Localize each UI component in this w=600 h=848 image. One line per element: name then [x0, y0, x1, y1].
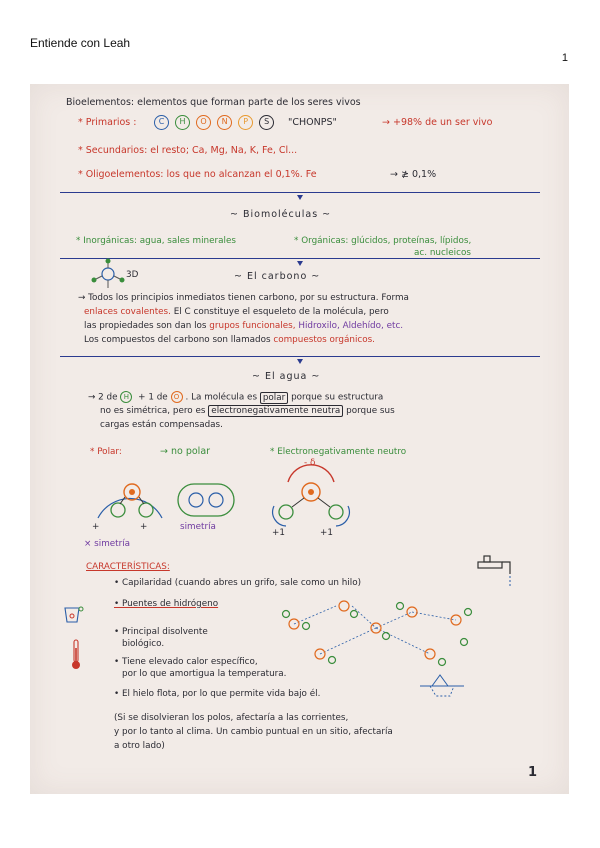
- nota-line-3: a otro lado): [114, 741, 165, 751]
- electro-neutro-label: * Electronegativamente neutro: [270, 447, 407, 457]
- arrow-down-icon: [297, 195, 303, 200]
- faucet-icon: [476, 556, 516, 590]
- polar-label: * Polar:: [90, 447, 122, 457]
- sheet-page-number: 1: [528, 765, 538, 780]
- agua-text-line-3: cargas están compensadas.: [100, 420, 223, 430]
- section-divider: [60, 258, 540, 259]
- caracteristicas-title: CARACTERÍSTICAS:: [86, 562, 170, 572]
- polar-boxed-word: polar: [260, 392, 288, 404]
- element-c: C: [154, 115, 169, 130]
- symmetric-molecule-diagram: [176, 482, 236, 518]
- nota-line-1: (Si se disolvieran los polos, afectaría a las corrientes,: [114, 713, 349, 723]
- agua-text-line-1: → 2 de H + 1 de O . La molécula es polar porque su estructura: [88, 392, 384, 403]
- bioelementos-definition: Bioelementos: elementos que forman parte de los seres vivos: [66, 97, 361, 108]
- neutral-boxed-phrase: electronegativamente neutra: [208, 405, 343, 417]
- hydrogen-bond-network-diagram: [280, 584, 480, 674]
- element-n: N: [217, 115, 232, 130]
- inorganicas-line: * Inorgánicas: agua, sales minerales: [76, 236, 236, 246]
- no-simetria-label: × simetría: [84, 539, 131, 549]
- carbono-title: ~ El carbono ~: [234, 271, 321, 282]
- delta-minus-label: - δ: [304, 458, 316, 468]
- agua-text-line-2: no es simétrica, pero es electronegativamente neutra porque sus: [100, 406, 395, 416]
- caracteristica-disolvente-2: biológico.: [122, 639, 165, 649]
- element-s: S: [259, 115, 274, 130]
- element-o: O: [196, 115, 211, 130]
- arrow-down-icon: [297, 359, 303, 364]
- page-number: 1: [561, 52, 568, 64]
- neutral-water-molecule-diagram: [266, 468, 356, 530]
- plus-right: +: [140, 522, 148, 532]
- caracteristica-disolvente: • Principal disolvente: [114, 627, 208, 637]
- carbono-text-line-4: Los compuestos del carbono son llamados compuestos orgánicos.: [84, 335, 375, 345]
- primarios-elements: [154, 115, 277, 130]
- dissolving-glass-icon: [62, 604, 84, 624]
- simetria-label: simetría: [180, 522, 216, 532]
- label-3d: 3D: [126, 270, 139, 280]
- organicas-line-2: ac. nucleicos: [414, 248, 471, 258]
- chonps-label: "CHONPS": [288, 117, 337, 128]
- thermometer-icon: [70, 640, 82, 670]
- notebook-page-photo: [30, 84, 569, 794]
- oligoelementos-line: * Oligoelementos: los que no alcanzan el 0,1%. Fe: [78, 169, 317, 180]
- arrow-down-icon: [297, 261, 303, 266]
- water-molecule-diagram: [88, 480, 172, 532]
- primarios-percentage: → +98% de un ser vivo: [382, 117, 493, 128]
- caracteristica-puentes: • Puentes de hidrógeno: [114, 599, 219, 609]
- caracteristica-calor-2: por lo que amortigua la temperatura.: [122, 669, 287, 679]
- plus-one-left: +1: [272, 528, 285, 538]
- element-h: H: [175, 115, 190, 130]
- element-p: P: [238, 115, 253, 130]
- carbono-text-line-3: las propiedades son dan los grupos funcionales, Hidroxilo, Aldehído, etc.: [84, 321, 404, 331]
- oligoelementos-percentage: → ≱ 0,1%: [390, 169, 437, 180]
- caracteristica-hielo: • El hielo flota, por lo que permite vida bajo él.: [114, 689, 321, 699]
- plus-left: +: [92, 522, 100, 532]
- document-title: Entiende con Leah: [30, 36, 131, 50]
- iceberg-icon: [420, 672, 464, 698]
- nota-line-2: y por lo tanto al clima. Un cambio puntual en un sitio, afectaría: [114, 727, 393, 737]
- section-divider: [60, 192, 540, 193]
- no-polar-label: → no polar: [160, 446, 211, 457]
- primarios-label: * Primarios :: [78, 117, 137, 128]
- plus-one-right: +1: [320, 528, 333, 538]
- agua-title: ~ El agua ~: [252, 371, 321, 382]
- secundarios-line: * Secundarios: el resto; Ca, Mg, Na, K, Fe, Cl...: [78, 145, 298, 156]
- carbon-3d-model-icon: [92, 260, 126, 290]
- biomoleculas-title: ~ Biomoléculas ~: [230, 209, 332, 220]
- carbono-text-line-2: enlaces covalentes. El C constituye el esqueleto de la molécula, pero: [84, 307, 389, 317]
- section-divider: [60, 356, 540, 357]
- carbono-text-line-1: → Todos los principios inmediatos tienen carbono, por su estructura. Forma: [78, 293, 409, 303]
- organicas-line: * Orgánicas: glúcidos, proteínas, lípidos,: [294, 236, 472, 246]
- caracteristica-calor: • Tiene elevado calor específico,: [114, 657, 258, 667]
- caracteristica-capilaridad: • Capilaridad (cuando abres un grifo, sale como un hilo): [114, 578, 362, 588]
